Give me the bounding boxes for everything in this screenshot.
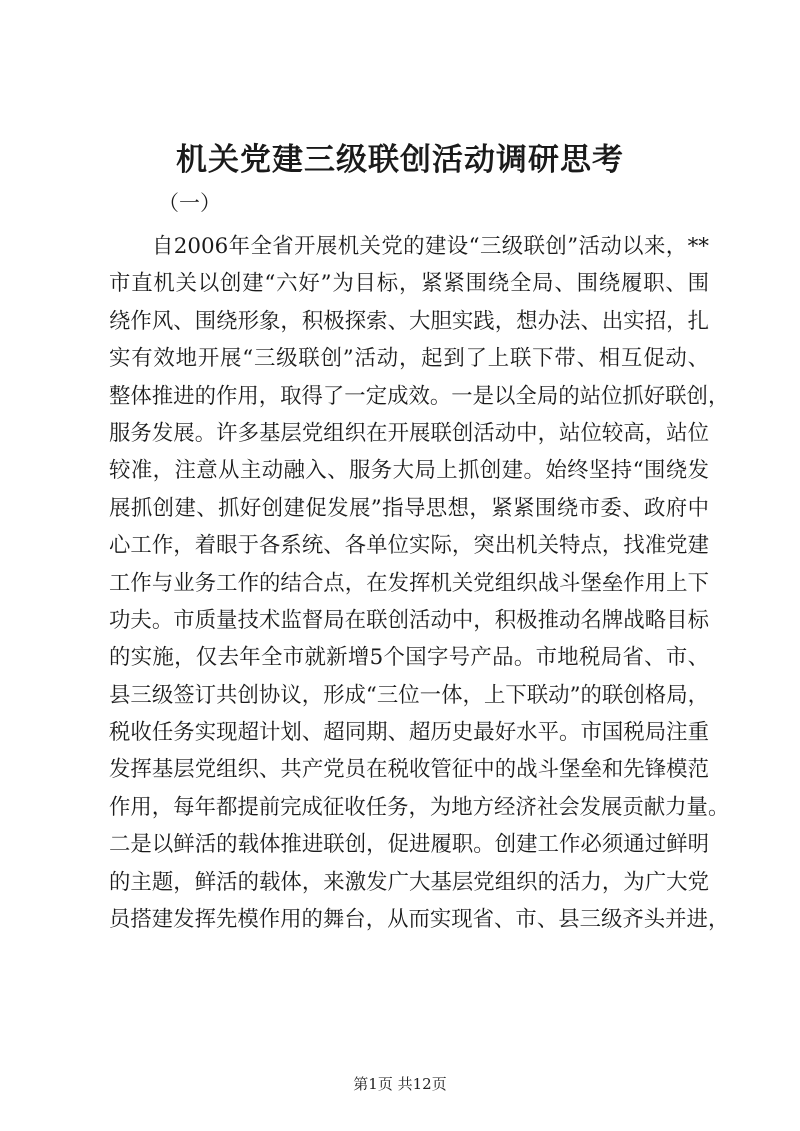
body-text: [109, 228, 730, 938]
text-line: 市直机关以创建“六好”为目标，紧紧围绕全局、围绕履职、围: [109, 271, 709, 297]
page-title: 机关党建三级联创活动调研思考: [176, 142, 624, 178]
text-line: 实有效地开展“三级联创”活动，起到了上联下带、相互促动、: [109, 346, 709, 372]
text-line: 心工作，着眼于各系统、各单位实际，突出机关特点，找准党建: [109, 533, 709, 559]
text-line: 县三级签订共创协议，形成“三位一体，上下联动”的联创格局，: [109, 682, 709, 708]
text-line: 员搭建发挥先模作用的舞台，从而实现省、市、县三级齐头并进，: [109, 907, 730, 933]
text-line: 绕作风、围绕形象，积极探索、大胆实践，想办法、出实招，扎: [109, 308, 709, 334]
text-line: 展抓创建、抓好创建促发展”指导思想，紧紧围绕市委、政府中: [109, 495, 709, 521]
text-line: 整体推进的作用，取得了一定成效。一是以全局的站位抓好联创，: [109, 383, 730, 409]
text-line: 税收任务实现超计划、超同期、超历史最好水平。市国税局注重: [109, 720, 709, 746]
text-line: 服务发展。许多基层党组织在开展联创活动中，站位较高，站位: [109, 420, 709, 446]
text-line: 较准，注意从主动融入、服务大局上抓创建。始终坚持“围绕发: [109, 458, 709, 484]
text-line: 工作与业务工作的结合点，在发挥机关党组织战斗堡垒作用上下: [109, 570, 709, 596]
text-line: 发挥基层党组织、共产党员在税收管征中的战斗堡垒和先锋模范: [109, 757, 709, 783]
page-number-footer: 第1页 共12页: [353, 1075, 447, 1093]
text-line: 的主题，鲜活的载体，来激发广大基层党组织的活力，为广大党: [109, 869, 709, 895]
text-line: 功夫。市质量技术监督局在联创活动中，积极推动名牌战略目标: [109, 607, 709, 633]
text-line: 的实施，仅去年全市就新增5个国字号产品。市地税局省、市、: [109, 645, 709, 671]
text-line: 自2006年全省开展机关党的建设“三级联创”活动以来，**: [152, 234, 709, 259]
text-line: 作用，每年都提前完成征收任务，为地方经济社会发展贡献力量。: [109, 794, 730, 820]
section-heading: （一）: [158, 191, 221, 215]
text-line: 二是以鲜活的载体推进联创，促进履职。创建工作必须通过鲜明: [109, 832, 709, 858]
